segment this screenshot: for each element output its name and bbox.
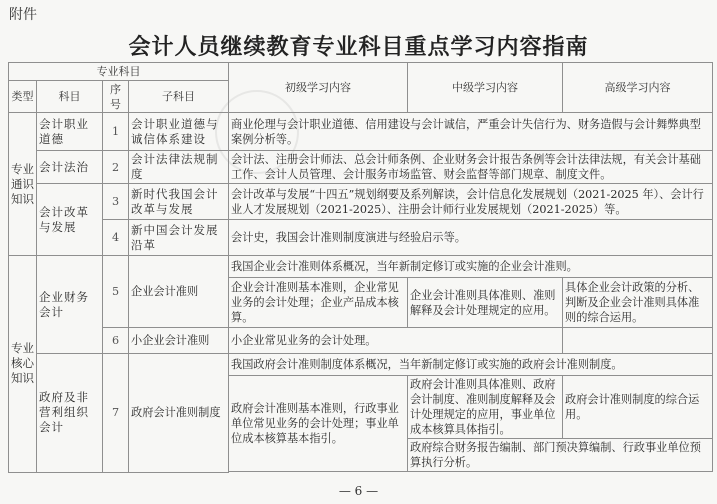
seq-cell: 7 [103, 354, 129, 473]
seq-cell: 5 [103, 256, 129, 328]
sub-subject-cell: 新中国会计发展沿革 [129, 220, 229, 256]
header-intermediate: 中级学习内容 [408, 63, 563, 113]
page-number: — 6 — [338, 484, 379, 498]
content-cell: 小企业常见业务的会计处理。 [229, 328, 563, 354]
table-row [9, 184, 713, 220]
header-seq: 序号 [103, 81, 129, 113]
page-title: 会计人员继续教育专业科目重点学习内容指南 [128, 34, 589, 60]
junior-cell: 政府会计准则基本准则，行政事业单位常见业务的会计处理；事业单位成本核算基本指引。 [229, 376, 408, 472]
table-row [9, 256, 713, 278]
seq-cell: 4 [103, 220, 129, 256]
header-type: 类型 [9, 81, 37, 113]
subject-cell: 会计改革与发展 [37, 184, 103, 256]
content-cell: 我国政府会计准则制度体系概况，当年新制定修订或实施的政府会计准则制度。 [229, 354, 713, 376]
subject-cell: 会计法治 [37, 151, 103, 184]
content-cell: 会计法、注册会计师法、总会计师条例、企业财务会计报告条例等会计法律法规，有关会计基础工作、会计人员管理、会计服务市场监管、财会监督等部门规章、制度文件。 [229, 151, 713, 184]
sub-subject-cell: 小企业会计准则 [129, 328, 229, 354]
junior-cell: 企业会计准则基本准则，企业常见业务的会计处理；企业产品成本核算。 [229, 278, 408, 328]
intermediate-cell: 企业会计准则具体准则、准则解释及会计处理规定的应用。 [408, 278, 563, 328]
header-row-1 [9, 63, 713, 81]
subject-cell: 会计职业道德 [37, 113, 103, 151]
header-senior: 高级学习内容 [563, 63, 713, 113]
header-subject-group: 专业科目 [9, 63, 229, 81]
seq-cell: 3 [103, 184, 129, 220]
senior-cell: 具体企业会计政策的分析、判断及企业会计准则具体准则的综合运用。 [563, 278, 713, 328]
content-cell: 我国企业会计准则体系概况，当年新制定修订或实施的企业会计准则。 [229, 256, 713, 278]
senior-cell [563, 328, 713, 354]
table-row [9, 354, 713, 376]
table-row [9, 113, 713, 151]
sub-subject-cell: 政府会计准则制度 [129, 354, 229, 473]
sub-subject-cell: 新时代我国会计改革与发展 [129, 184, 229, 220]
sub-subject-cell: 会计职业道德与诚信体系建设 [129, 113, 229, 151]
seq-cell: 2 [103, 151, 129, 184]
sub-subject-cell: 企业会计准则 [129, 256, 229, 328]
seq-cell: 1 [103, 113, 129, 151]
spacer [229, 472, 713, 473]
header-subject: 科目 [37, 81, 103, 113]
content-cell: 会计改革与发展“十四五”规划纲要及系列解读，会计信息化发展规划（2021-2025 年）、会计行业人才发展规划（2021-2025）、注册会计师行业发展规划（2021-2025）等。 [229, 184, 713, 220]
content-cell: 政府综合财务报告编制、部门预决算编制、行政事业单位预算执行分析。 [408, 439, 713, 472]
sub-subject-cell: 会计法律法规制度 [129, 151, 229, 184]
subject-cell: 企业财务会计 [37, 256, 103, 354]
seq-cell: 6 [103, 328, 129, 354]
table-row [9, 328, 713, 354]
attachment-label: 附件 [9, 7, 37, 23]
content-cell: 商业伦理与会计职业道德、信用建设与会计诚信，严重会计失信行为、财务造假与会计舞弊典型案例分析等。 [229, 113, 713, 151]
type-cell: 专业核心知识 [9, 256, 37, 473]
intermediate-cell: 政府会计准则具体准则、政府会计制度、准则制度解释及会计处理规定的应用，事业单位成本核算具体指引。 [408, 376, 563, 439]
content-cell: 会计史，我国会计准则制度演进与经验启示等。 [229, 220, 713, 256]
header-junior: 初级学习内容 [229, 63, 408, 113]
header-sub-subject: 子科目 [129, 81, 229, 113]
subject-cell: 政府及非营利组织会计 [37, 354, 103, 473]
table-row [9, 151, 713, 184]
type-cell: 专业通识知识 [9, 113, 37, 256]
senior-cell: 政府会计准则制度的综合运用。 [563, 376, 713, 439]
table-row [9, 220, 713, 256]
study-guide-table [8, 62, 713, 473]
